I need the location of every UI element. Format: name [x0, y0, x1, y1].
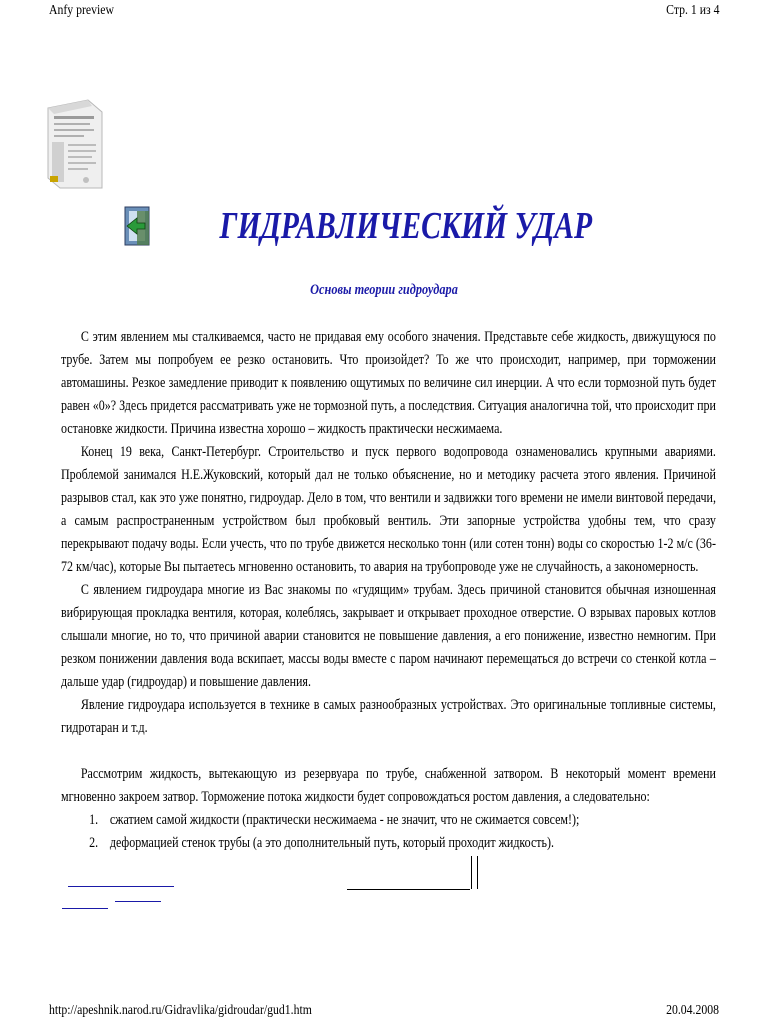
list-item [89, 832, 716, 855]
paragraph: С этим явлением мы сталкиваемся, часто не придавая ему особого значения. Представьте себе жидкость, движущуюся по трубе. Затем мы попробуем ее резко остановить. Что произойдет? То же что происходит, например, при торможении автомашины. Резкое замедление приводит к появлению ощутимых по величине сил инерции. А что если тормозной путь будет равен «0»? Здесь придется рассматривать уже не тормозной путь, а последствия. Ситуация аналогична той, что происходит при остановке жидкости. Причина известна хорошо – жидкость практически несжимаема. [61, 329, 716, 437]
list-text: сжатием самой жидкости (практически несжимаема - не значит, что не сжимается совсем!); [109, 812, 580, 828]
numbered-list [61, 809, 716, 855]
page-title: ГИДРАВЛИЧЕСКИЙ УДАР [219, 205, 593, 247]
page-indicator: Стр. 1 из 4 [665, 3, 719, 18]
paragraph: Конец 19 века, Санкт-Петербург. Строительство и пуск первого водопровода ознаменовались крупными авариями. Проблемой занимался Н.Е.Жуковский, который дал не только объяснение, но и методику расчета этого явления. Причиной разрывов стал, как это уже понятно, гидроудар. Дело в том, что вентили и задвижки того времени не имели винтовой передачи, а самым распространенным устройством был пробковый вентиль. Эти запорные устройства удобны тем, что сразу перекрывают подачу воды. Если учесть, что по трубе движется несколько тонн (или сотен тонн) воды со скоростью 1-2 м/с (36-72 км/час), которые Вы пытаетесь мгновенно остановить, то авария на трубопроводе уже не случайность, а закономерность. [61, 444, 716, 575]
book-thumbnail[interactable] [46, 98, 108, 190]
list-number: 2. [89, 835, 99, 851]
back-arrow-icon[interactable] [123, 205, 151, 247]
title-row [0, 204, 768, 248]
paragraph: Явление гидроудара используется в технике в самых разнообразных устройствах. Это оригинальные топливные системы, гидротаран и т.д. [61, 697, 716, 736]
separator-bar [471, 856, 472, 889]
page-url: http://apeshnik.narod.ru/Gidravlika/gidroudar/gud1.htm [49, 1003, 312, 1018]
list-text: деформацией стенок трубы (а это дополнительный путь, который проходит жидкость). [109, 835, 555, 851]
paragraph: С явлением гидроудара многие из Вас знакомы по «гудящим» трубам. Здесь причиной становится обычная изношенная вибрирующая прокладка вентиля, которая, колеблясь, закрывает и открывает проходное отверстие. О взрывах паровых котлов слышали многие, но то, что причиной аварии становится не повышение давления, а его понижение, известно немногим. При резком понижении давления вода вскипает, массы воды вместе с паром начинают перемещаться до встречи со стенкой котла – дальше удар (гидроудар) и повышение давления. [61, 582, 716, 690]
print-date: 20.04.2008 [666, 1003, 719, 1018]
list-item [89, 809, 716, 832]
header-left: Anfy preview [49, 3, 114, 18]
separator-line [347, 889, 470, 890]
page-subtitle: Основы теории гидроудара [310, 282, 458, 298]
nav-link-home[interactable] [115, 901, 161, 902]
separator-bar [477, 856, 478, 889]
nav-link-top[interactable] [62, 908, 108, 909]
article-body [61, 326, 716, 855]
nav-link-prev[interactable] [68, 886, 174, 887]
paragraph: Рассмотрим жидкость, вытекающую из резервуара по трубе, снабженной затвором. В некоторый момент времени мгновенно закроем затвор. Торможение потока жидкости будет сопровождаться ростом давления, а следовательно: [61, 766, 716, 805]
list-number: 1. [89, 812, 99, 828]
